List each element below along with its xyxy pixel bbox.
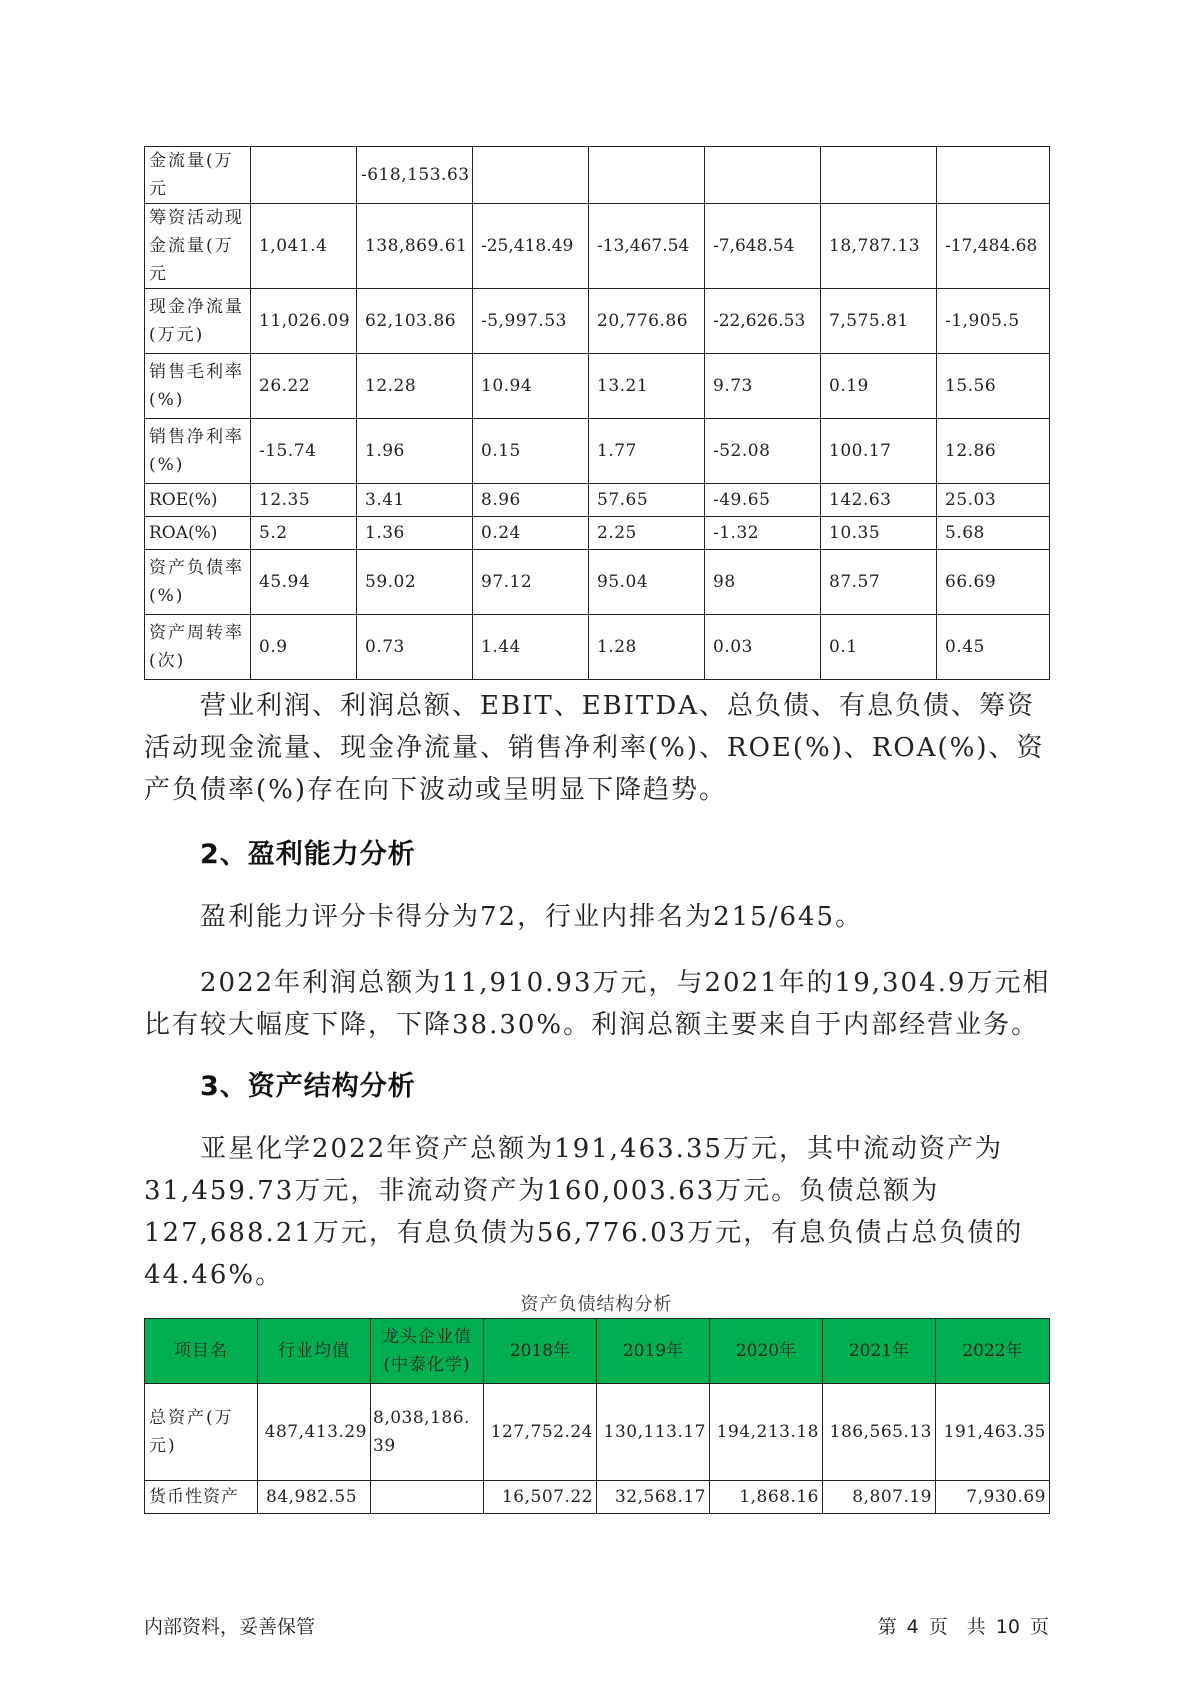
table-cell — [821, 147, 937, 204]
row-label: ROA(%) — [145, 517, 251, 550]
table-cell: 130,113.17 — [597, 1384, 710, 1481]
table-cell — [589, 147, 705, 204]
table-cell: -49.65 — [705, 484, 821, 517]
row-label: 资产负债率(%) — [145, 550, 251, 615]
table-row — [145, 1481, 1050, 1514]
row-label: 货币性资产 — [145, 1481, 258, 1514]
table-cell: 186,565.13 — [823, 1384, 936, 1481]
table-cell: 8.96 — [473, 484, 589, 517]
table-cell: 0.45 — [937, 615, 1050, 680]
table-cell: -17,484.68 — [937, 204, 1050, 289]
column-header: 2021年 — [823, 1319, 936, 1384]
table-row — [145, 484, 1050, 517]
table-cell: 12.86 — [937, 419, 1050, 484]
table-cell — [251, 147, 357, 204]
row-label: 筹资活动现金流量(万元 — [145, 204, 251, 289]
table-cell: 1.77 — [589, 419, 705, 484]
table-row — [145, 204, 1050, 289]
column-header: 行业均值 — [258, 1319, 371, 1384]
financial-indicators-table — [144, 146, 1050, 680]
table-cell: 18,787.13 — [821, 204, 937, 289]
table-cell: -1.32 — [705, 517, 821, 550]
footer-confidential-note: 内部资料，妥善保管 — [144, 1616, 316, 1638]
table-cell: -13,467.54 — [589, 204, 705, 289]
table-row — [145, 550, 1050, 615]
table-header-row — [145, 1319, 1050, 1384]
table-cell: -15.74 — [251, 419, 357, 484]
table-cell: 1.96 — [357, 419, 473, 484]
table-cell — [371, 1481, 484, 1514]
asset-structure-paragraph: 亚星化学2022年资产总额为191,463.35万元，其中流动资产为31,459.73万元，非流动资产为160,003.63万元。负债总额为127,688.21万元，有息负债为56,776.03万元，有息负债占总负债的44.46%。 — [144, 1134, 1024, 1290]
table-cell: 487,413.29 — [258, 1384, 371, 1481]
column-header: 2019年 — [597, 1319, 710, 1384]
asset-liability-table — [144, 1318, 1050, 1514]
table-row — [145, 615, 1050, 680]
table-cell: 8,807.19 — [823, 1481, 936, 1514]
table-cell: 16,507.22 — [484, 1481, 597, 1514]
profitability-score-paragraph: 盈利能力评分卡得分为72，行业内排名为215/645。 — [200, 902, 864, 932]
section-heading-profitability: 2、盈利能力分析 — [200, 839, 416, 870]
table-cell — [937, 147, 1050, 204]
row-label: 资产周转率(次) — [145, 615, 251, 680]
table-cell: 0.24 — [473, 517, 589, 550]
table-cell: 1.36 — [357, 517, 473, 550]
table-cell: 0.19 — [821, 354, 937, 419]
table-cell: 3.41 — [357, 484, 473, 517]
table-row — [145, 1384, 1050, 1481]
table-row — [145, 147, 1050, 204]
table-cell: 57.65 — [589, 484, 705, 517]
table-cell: 59.02 — [357, 550, 473, 615]
table-cell: 10.35 — [821, 517, 937, 550]
table-cell: 9.73 — [705, 354, 821, 419]
column-header: 2018年 — [484, 1319, 597, 1384]
table-cell: 2.25 — [589, 517, 705, 550]
table-cell: 45.94 — [251, 550, 357, 615]
table-cell: 84,982.55 — [258, 1481, 371, 1514]
table-cell: 87.57 — [821, 550, 937, 615]
table-cell: 25.03 — [937, 484, 1050, 517]
row-label: 现金净流量(万元) — [145, 289, 251, 354]
table-cell: -7,648.54 — [705, 204, 821, 289]
table-cell: -1,905.5 — [937, 289, 1050, 354]
table-cell: -618,153.63 — [357, 147, 473, 204]
footer-page-number: 第 4 页 共 10 页 — [877, 1616, 1049, 1638]
table-cell: 191,463.35 — [936, 1384, 1050, 1481]
column-header: 2020年 — [710, 1319, 823, 1384]
table-cell: 0.03 — [705, 615, 821, 680]
table-cell: 66.69 — [937, 550, 1050, 615]
table-cell: 7,575.81 — [821, 289, 937, 354]
table-cell: -52.08 — [705, 419, 821, 484]
table-cell: 1.28 — [589, 615, 705, 680]
row-label: 销售毛利率(%) — [145, 354, 251, 419]
table-cell: 127,752.24 — [484, 1384, 597, 1481]
section-heading-asset-structure: 3、资产结构分析 — [200, 1071, 416, 1102]
table-cell: 5.2 — [251, 517, 357, 550]
table-cell: 12.35 — [251, 484, 357, 517]
table-cell: 0.1 — [821, 615, 937, 680]
table-cell: 20,776.86 — [589, 289, 705, 354]
table-cell: 32,568.17 — [597, 1481, 710, 1514]
row-label: 销售净利率(%) — [145, 419, 251, 484]
table-cell: 13.21 — [589, 354, 705, 419]
table-cell: 97.12 — [473, 550, 589, 615]
table-cell: 95.04 — [589, 550, 705, 615]
table-row — [145, 354, 1050, 419]
table-cell: 10.94 — [473, 354, 589, 419]
table-cell: 142.63 — [821, 484, 937, 517]
table-row — [145, 289, 1050, 354]
table-cell: 194,213.18 — [710, 1384, 823, 1481]
table-cell: 138,869.61 — [357, 204, 473, 289]
table-cell — [473, 147, 589, 204]
column-header: 项目名 — [145, 1319, 258, 1384]
table-cell: 98 — [705, 550, 821, 615]
table-cell — [705, 147, 821, 204]
profit-total-paragraph: 2022年利润总额为11,910.93万元，与2021年的19,304.9万元相比有较大幅度下降，下降38.30%。利润总额主要来自于内部经营业务。 — [144, 968, 1051, 1040]
table-cell: 8,038,186.39 — [371, 1384, 484, 1481]
trend-summary-paragraph: 营业利润、利润总额、EBIT、EBITDA、总负债、有息负债、筹资活动现金流量、现金净流量、销售净利率(%)、ROE(%)、ROA(%)、资产负债率(%)存在向下波动或呈明显下降趋势。 — [144, 691, 1045, 805]
table-row — [145, 419, 1050, 484]
table-cell: -22,626.53 — [705, 289, 821, 354]
row-label: 金流量(万元 — [145, 147, 251, 204]
table-cell: 11,026.09 — [251, 289, 357, 354]
table-cell: 0.15 — [473, 419, 589, 484]
row-label: 总资产(万元) — [145, 1384, 258, 1481]
table-cell: 12.28 — [357, 354, 473, 419]
table-cell: 62,103.86 — [357, 289, 473, 354]
table-cell: 1,041.4 — [251, 204, 357, 289]
row-label: ROE(%) — [145, 484, 251, 517]
table-cell: 7,930.69 — [936, 1481, 1050, 1514]
column-header: 龙头企业值(中泰化学) — [371, 1319, 484, 1384]
table-cell: 100.17 — [821, 419, 937, 484]
table-cell: -25,418.49 — [473, 204, 589, 289]
column-header: 2022年 — [936, 1319, 1050, 1384]
table-cell: 26.22 — [251, 354, 357, 419]
table-cell: 15.56 — [937, 354, 1050, 419]
table-caption: 资产负债结构分析 — [520, 1294, 673, 1315]
table-cell: -5,997.53 — [473, 289, 589, 354]
table-cell: 0.73 — [357, 615, 473, 680]
table-cell: 5.68 — [937, 517, 1050, 550]
table-cell: 1.44 — [473, 615, 589, 680]
table-row — [145, 517, 1050, 550]
table-cell: 1,868.16 — [710, 1481, 823, 1514]
table-cell: 0.9 — [251, 615, 357, 680]
